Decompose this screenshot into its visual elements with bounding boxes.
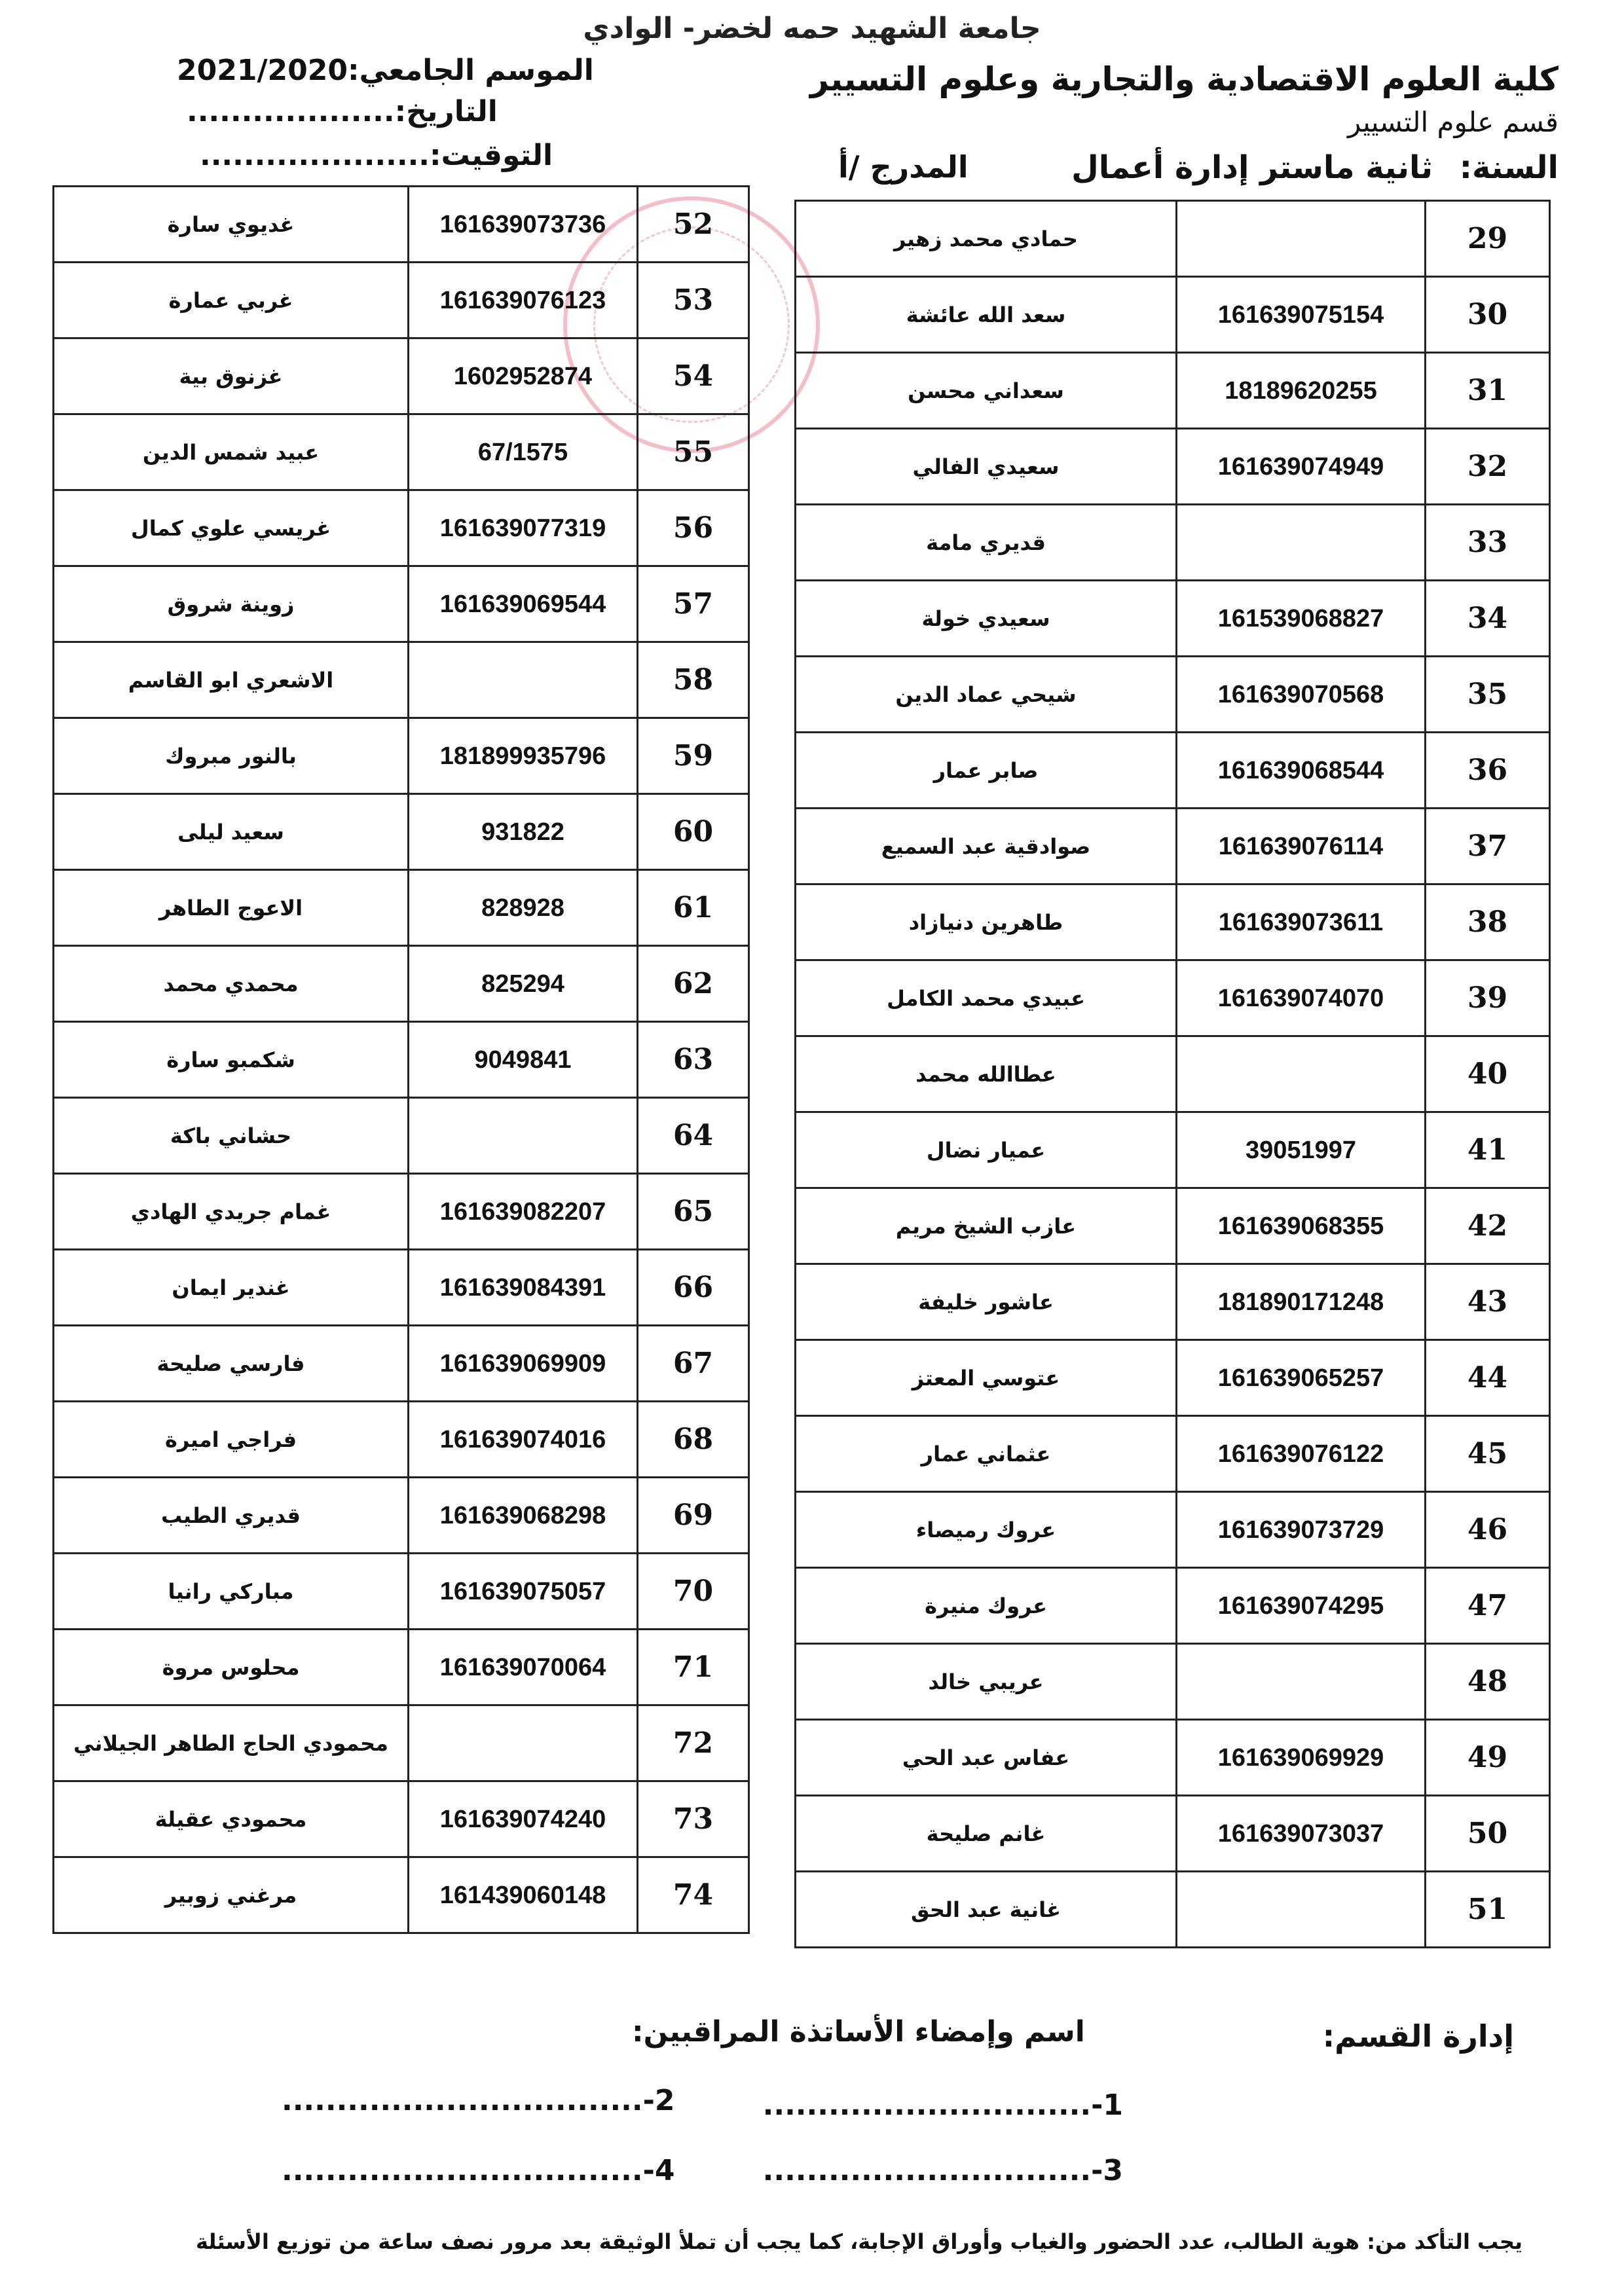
student-id: 161639076114 (1177, 809, 1426, 884)
student-id: 161639065257 (1177, 1340, 1426, 1416)
year-value: ثانية ماستر إدارة أعمال (1071, 149, 1433, 186)
student-id (1177, 1644, 1426, 1720)
department-name: قسم علوم التسيير (1348, 106, 1559, 138)
row-number: 57 (638, 566, 749, 642)
row-number: 46 (1426, 1492, 1550, 1568)
row-number: 68 (638, 1402, 749, 1478)
student-id: 9049841 (409, 1022, 638, 1098)
student-name: الاعوج الطاهر (54, 870, 409, 946)
student-name: عتوسي المعتز (796, 1340, 1177, 1416)
date-field: التاريخ:................... (187, 95, 498, 128)
row-number: 34 (1426, 581, 1550, 657)
student-id: 828928 (409, 870, 638, 946)
student-name: غانم صليحة (796, 1796, 1177, 1872)
student-id: 931822 (409, 794, 638, 870)
student-id: 161639074016 (409, 1402, 638, 1478)
table-row (54, 566, 749, 642)
year-label: السنة: (1459, 149, 1559, 186)
row-number: 56 (638, 490, 749, 566)
table-row (796, 429, 1550, 505)
student-id: 181899935796 (409, 718, 638, 794)
student-id: 161639074070 (1177, 960, 1426, 1036)
row-number: 55 (638, 414, 749, 490)
student-name: محمودي عقيلة (54, 1781, 409, 1857)
university-name: جامعة الشهيد حمه لخضر- الوادي (583, 12, 1041, 45)
row-number: 63 (638, 1022, 749, 1098)
table-row (796, 1340, 1550, 1416)
row-number: 66 (638, 1250, 749, 1326)
student-id: 161639075057 (409, 1554, 638, 1630)
row-number: 37 (1426, 809, 1550, 884)
roster-table-right (794, 200, 1551, 1948)
time-field: التوقيت:..................... (200, 139, 553, 172)
student-name: غريسي علوي كمال (54, 490, 409, 566)
student-name: قديري مامة (796, 505, 1177, 581)
row-number: 38 (1426, 884, 1550, 960)
row-number: 43 (1426, 1264, 1550, 1340)
table-row (796, 733, 1550, 809)
student-name: بالنور مبروك (54, 718, 409, 794)
student-name: صوادقية عبد السميع (796, 809, 1177, 884)
row-number: 72 (638, 1705, 749, 1781)
table-row (54, 1098, 749, 1174)
student-name: زوينة شروق (54, 566, 409, 642)
row-number: 44 (1426, 1340, 1550, 1416)
student-name: حمادي محمد زهير (796, 201, 1177, 277)
row-number: 74 (638, 1857, 749, 1933)
student-name: سعد الله عائشة (796, 277, 1177, 353)
table-row (54, 1630, 749, 1705)
student-id: 825294 (409, 946, 638, 1022)
table-row (796, 1644, 1550, 1720)
table-row (54, 718, 749, 794)
student-id: 1602952874 (409, 338, 638, 414)
student-id: 181890171248 (1177, 1264, 1426, 1340)
student-name: عروك منيرة (796, 1568, 1177, 1644)
student-id: 161439060148 (409, 1857, 638, 1933)
student-name: شيحي عماد الدين (796, 657, 1177, 733)
table-row (796, 809, 1550, 884)
student-id: 161639074240 (409, 1781, 638, 1857)
row-number: 53 (638, 263, 749, 338)
table-row (796, 1036, 1550, 1112)
table-row (796, 1492, 1550, 1568)
student-id: 161639084391 (409, 1250, 638, 1326)
table-row (54, 1174, 749, 1250)
student-id: 39051997 (1177, 1112, 1426, 1188)
student-id: 161639073037 (1177, 1796, 1426, 1872)
student-id: 161639082207 (409, 1174, 638, 1250)
student-name: عميار نضال (796, 1112, 1177, 1188)
row-number: 45 (1426, 1416, 1550, 1492)
table-row (54, 1402, 749, 1478)
year-row (1071, 149, 1559, 186)
student-id: 161639070064 (409, 1630, 638, 1705)
faculty-name: كلية العلوم الاقتصادية والتجارية وعلوم التسيير (810, 60, 1559, 98)
student-name: غربي عمارة (54, 263, 409, 338)
student-id: 161639076122 (1177, 1416, 1426, 1492)
student-id: 161639068544 (1177, 733, 1426, 809)
table-row (796, 1264, 1550, 1340)
row-number: 35 (1426, 657, 1550, 733)
row-number: 42 (1426, 1188, 1550, 1264)
student-id: 161539068827 (1177, 581, 1426, 657)
table-row (54, 338, 749, 414)
table-row (54, 1022, 749, 1098)
roster-table-left (52, 185, 750, 1934)
table-row (54, 870, 749, 946)
student-id: 161639068298 (409, 1478, 638, 1554)
table-row (54, 642, 749, 718)
hall-label: المدرج /أ (838, 149, 969, 185)
row-number: 48 (1426, 1644, 1550, 1720)
table-row (796, 1188, 1550, 1264)
signature-line-2: 2-................................. (282, 2084, 675, 2117)
table-row (796, 353, 1550, 429)
row-number: 31 (1426, 353, 1550, 429)
student-name: عطاالله محمد (796, 1036, 1177, 1112)
student-id: 161639075154 (1177, 277, 1426, 353)
student-name: عبيد شمس الدين (54, 414, 409, 490)
student-id (409, 642, 638, 718)
student-id: 161639074949 (1177, 429, 1426, 505)
student-id (1177, 1036, 1426, 1112)
student-id: 161639070568 (1177, 657, 1426, 733)
table-row (796, 201, 1550, 277)
row-number: 29 (1426, 201, 1550, 277)
table-row (796, 1872, 1550, 1948)
table-row (796, 1796, 1550, 1872)
student-name: سعداني محسن (796, 353, 1177, 429)
student-name: غديوي سارة (54, 187, 409, 263)
table-row (796, 277, 1550, 353)
row-number: 59 (638, 718, 749, 794)
academic-season: الموسم الجامعي:2021/2020 (177, 54, 594, 87)
table-row (54, 1326, 749, 1402)
table-row (54, 1705, 749, 1781)
student-id (1177, 1872, 1426, 1948)
table-row (796, 1416, 1550, 1492)
row-number: 51 (1426, 1872, 1550, 1948)
table-row (54, 1857, 749, 1933)
row-number: 67 (638, 1326, 749, 1402)
student-name: مباركي رانيا (54, 1554, 409, 1630)
student-name: عروك رميصاء (796, 1492, 1177, 1568)
row-number: 65 (638, 1174, 749, 1250)
student-name: سعيدي خولة (796, 581, 1177, 657)
table-row (796, 1568, 1550, 1644)
table-row (796, 657, 1550, 733)
signature-line-1: 1-.............................. (762, 2088, 1123, 2122)
row-number: 70 (638, 1554, 749, 1630)
student-name: محلوس مروة (54, 1630, 409, 1705)
student-name: غزنوق بية (54, 338, 409, 414)
table-row (54, 946, 749, 1022)
row-number: 61 (638, 870, 749, 946)
table-row (54, 414, 749, 490)
student-id: 161639074295 (1177, 1568, 1426, 1644)
student-name: فارسي صليحة (54, 1326, 409, 1402)
student-id: 161639069929 (1177, 1720, 1426, 1796)
student-id (1177, 201, 1426, 277)
student-id: 67/1575 (409, 414, 638, 490)
row-number: 30 (1426, 277, 1550, 353)
student-name: عازب الشيخ مريم (796, 1188, 1177, 1264)
student-name: عبيدي محمد الكامل (796, 960, 1177, 1036)
row-number: 64 (638, 1098, 749, 1174)
instructions-note: يجب التأكد من: هوية الطالب، عدد الحضور والغياب وأوراق الإجابة، كما يجب أن تملأ الوثيقة بعد مرور نصف ساعة من توزيع الأسئلة (196, 2229, 1522, 2254)
row-number: 49 (1426, 1720, 1550, 1796)
row-number: 32 (1426, 429, 1550, 505)
table-row (54, 1478, 749, 1554)
student-name: غانية عبد الحق (796, 1872, 1177, 1948)
student-name: مرغني زوبير (54, 1857, 409, 1933)
student-name: طاهرين دنيازاد (796, 884, 1177, 960)
student-name: عريبي خالد (796, 1644, 1177, 1720)
student-id: 161639068355 (1177, 1188, 1426, 1264)
student-id: 161639077319 (409, 490, 638, 566)
table-row (796, 1720, 1550, 1796)
table-row (54, 490, 749, 566)
student-id: 161639073736 (409, 187, 638, 263)
row-number: 40 (1426, 1036, 1550, 1112)
row-number: 41 (1426, 1112, 1550, 1188)
table-row (796, 960, 1550, 1036)
row-number: 60 (638, 794, 749, 870)
table-row (54, 263, 749, 338)
row-number: 36 (1426, 733, 1550, 809)
student-name: عاشور خليفة (796, 1264, 1177, 1340)
dept-admin-label: إدارة القسم: (1322, 2018, 1514, 2054)
student-name: شكمبو سارة (54, 1022, 409, 1098)
student-name: عفاس عبد الحي (796, 1720, 1177, 1796)
student-name: الاشعري ابو القاسم (54, 642, 409, 718)
student-id (1177, 505, 1426, 581)
student-name: غمام جريدي الهادي (54, 1174, 409, 1250)
table-row (796, 884, 1550, 960)
signature-line-4: 4-................................. (282, 2154, 675, 2187)
student-name: محمدي محمد (54, 946, 409, 1022)
student-id: 161639069909 (409, 1326, 638, 1402)
signature-line-3: 3-.............................. (762, 2154, 1123, 2187)
student-id: 18189620255 (1177, 353, 1426, 429)
student-name: عثماني عمار (796, 1416, 1177, 1492)
student-name: محمودي الحاج الطاهر الجيلاني (54, 1705, 409, 1781)
student-name: صابر عمار (796, 733, 1177, 809)
row-number: 69 (638, 1478, 749, 1554)
table-row (54, 794, 749, 870)
table-row (54, 1250, 749, 1326)
row-number: 62 (638, 946, 749, 1022)
table-row (54, 187, 749, 263)
row-number: 47 (1426, 1568, 1550, 1644)
table-row (54, 1781, 749, 1857)
table-row (796, 581, 1550, 657)
row-number: 50 (1426, 1796, 1550, 1872)
supervisors-label: اسم وإمضاء الأساتذة المراقبين: (632, 2015, 1085, 2049)
student-id: 161639069544 (409, 566, 638, 642)
student-id (409, 1098, 638, 1174)
student-name: فراجي اميرة (54, 1402, 409, 1478)
row-number: 58 (638, 642, 749, 718)
student-name: سعيدي الفالي (796, 429, 1177, 505)
row-number: 54 (638, 338, 749, 414)
student-name: غندير ايمان (54, 1250, 409, 1326)
row-number: 33 (1426, 505, 1550, 581)
row-number: 73 (638, 1781, 749, 1857)
row-number: 52 (638, 187, 749, 263)
student-name: قديري الطيب (54, 1478, 409, 1554)
student-id: 161639076123 (409, 263, 638, 338)
student-id: 161639073729 (1177, 1492, 1426, 1568)
student-id (409, 1705, 638, 1781)
row-number: 39 (1426, 960, 1550, 1036)
student-name: حشاني باكة (54, 1098, 409, 1174)
table-row (796, 1112, 1550, 1188)
table-row (796, 505, 1550, 581)
row-number: 71 (638, 1630, 749, 1705)
student-id: 161639073611 (1177, 884, 1426, 960)
student-name: سعيد ليلى (54, 794, 409, 870)
table-row (54, 1554, 749, 1630)
